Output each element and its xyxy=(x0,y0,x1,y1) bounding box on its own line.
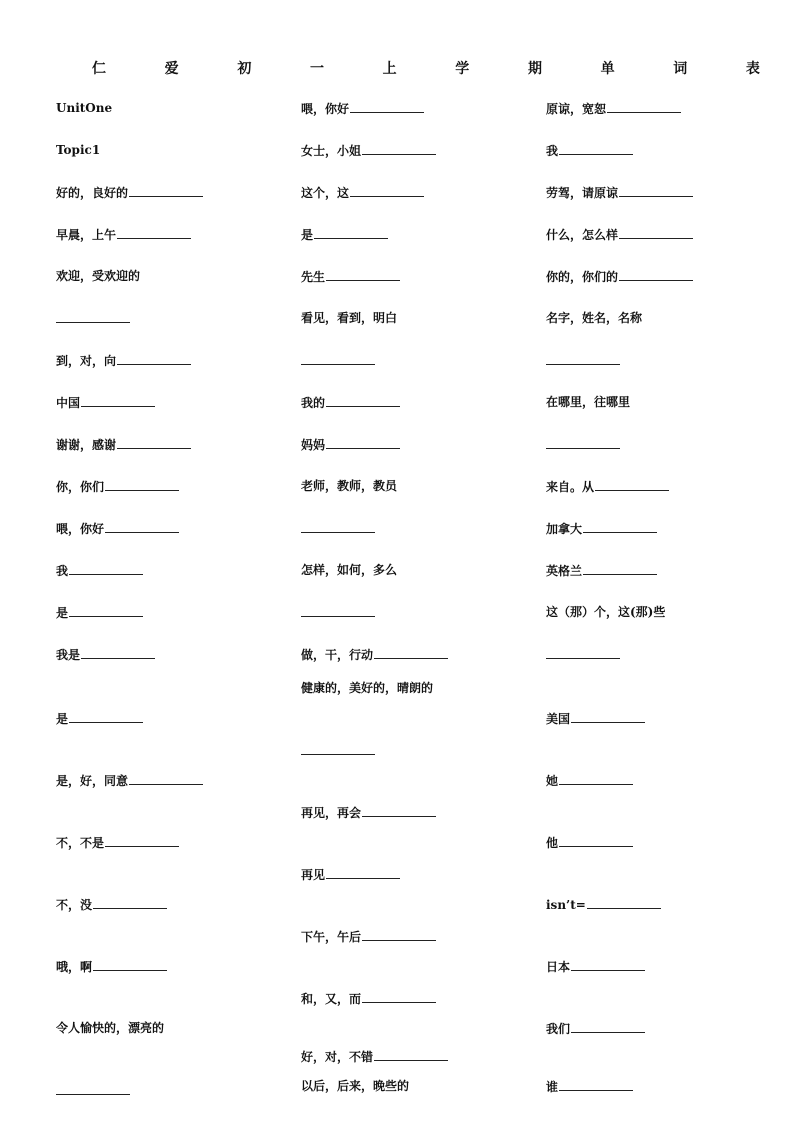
vocab-entry xyxy=(301,226,388,243)
vocab-entry xyxy=(301,562,397,578)
vocab-word: 早晨，上午 xyxy=(56,228,117,242)
vocab-entry xyxy=(546,562,657,579)
title-char: 一 xyxy=(309,61,324,77)
vocab-entry xyxy=(56,310,130,327)
answer-blank xyxy=(546,352,620,365)
vocab-entry xyxy=(546,310,642,326)
vocab-word: 喂，你好 xyxy=(56,522,105,536)
vocab-word: 加拿大 xyxy=(546,522,583,536)
vocab-word: 是 xyxy=(56,606,69,620)
answer-blank xyxy=(69,604,143,617)
answer-blank xyxy=(571,1020,645,1033)
answer-blank xyxy=(350,100,424,113)
answer-blank xyxy=(56,1082,130,1095)
vocab-entry xyxy=(301,680,433,696)
vocab-word: 你，你们 xyxy=(56,480,105,494)
vocab-word: 你的，你们的 xyxy=(546,270,619,284)
vocab-entry xyxy=(546,646,620,663)
vocab-entry xyxy=(546,772,633,789)
answer-blank xyxy=(301,742,375,755)
vocab-entry xyxy=(546,352,620,369)
vocab-entry xyxy=(56,478,179,495)
answer-blank xyxy=(362,142,436,155)
vocab-entry xyxy=(301,394,400,411)
vocab-entry xyxy=(546,436,620,453)
vocab-entry xyxy=(56,100,112,116)
vocab-word: 我是 xyxy=(56,648,81,662)
vocab-entry xyxy=(546,1020,645,1037)
vocab-word: 谁 xyxy=(546,1080,559,1094)
vocab-entry xyxy=(56,520,179,537)
vocab-entry xyxy=(546,268,693,285)
vocab-word: 到，对，向 xyxy=(56,354,117,368)
answer-blank xyxy=(595,478,669,491)
vocab-entry xyxy=(56,562,143,579)
vocab-word: 谢谢，感谢 xyxy=(56,438,117,452)
answer-blank xyxy=(301,352,375,365)
vocab-entry xyxy=(56,646,155,663)
title-char: 学 xyxy=(455,61,470,77)
vocab-word: 日本 xyxy=(546,960,571,974)
answer-blank xyxy=(559,1078,633,1091)
vocab-entry xyxy=(301,604,375,621)
vocab-word: 这个，这 xyxy=(301,186,350,200)
answer-blank xyxy=(69,710,143,723)
vocab-word: 不，没 xyxy=(56,898,93,912)
vocab-entry xyxy=(56,958,167,975)
answer-blank xyxy=(93,958,167,971)
vocab-word: 令人愉快的，漂亮的 xyxy=(56,1021,165,1035)
vocab-word: Topic1 xyxy=(56,143,101,157)
vocab-entry xyxy=(56,1082,130,1099)
vocab-entry xyxy=(56,436,191,453)
vocab-word: 老师，教师，教员 xyxy=(301,479,398,493)
vocab-entry xyxy=(546,478,669,495)
vocab-entry xyxy=(301,100,424,117)
vocab-word: 来自。从 xyxy=(546,480,595,494)
answer-blank xyxy=(326,436,400,449)
answer-blank xyxy=(546,436,620,449)
title-char: 词 xyxy=(673,61,688,77)
vocab-entry xyxy=(301,928,436,945)
vocab-entry xyxy=(546,226,693,243)
vocab-word: 好，对，不错 xyxy=(301,1050,374,1064)
vocab-word: 女士，小姐 xyxy=(301,144,362,158)
vocab-word: 再见，再会 xyxy=(301,806,362,820)
page-title xyxy=(92,58,760,78)
vocab-entry xyxy=(56,142,100,158)
vocab-word: isn’t= xyxy=(546,898,586,912)
vocab-entry xyxy=(56,394,155,411)
vocab-entry xyxy=(301,866,400,883)
answer-blank xyxy=(117,436,191,449)
vocab-entry xyxy=(56,834,179,851)
vocab-entry xyxy=(56,1020,164,1036)
vocab-word: 和，又，而 xyxy=(301,992,362,1006)
vocab-entry xyxy=(301,990,436,1007)
vocab-word: 是 xyxy=(56,712,69,726)
answer-blank xyxy=(105,520,179,533)
vocab-word: UnitOne xyxy=(56,101,113,115)
vocab-entry xyxy=(546,958,645,975)
answer-blank xyxy=(301,520,375,533)
vocab-entry xyxy=(546,520,657,537)
vocab-entry xyxy=(301,310,397,326)
vocab-entry xyxy=(546,896,661,913)
answer-blank xyxy=(117,352,191,365)
vocab-word: 我 xyxy=(546,144,559,158)
vocab-entry xyxy=(546,394,630,410)
answer-blank xyxy=(105,478,179,491)
answer-blank xyxy=(326,866,400,879)
vocab-entry xyxy=(56,352,191,369)
vocab-word: 做，干，行动 xyxy=(301,648,374,662)
title-char: 爱 xyxy=(164,61,179,77)
title-char: 仁 xyxy=(92,61,106,77)
answer-blank xyxy=(93,896,167,909)
vocab-entry xyxy=(546,1078,633,1095)
answer-blank xyxy=(362,928,436,941)
vocab-word: 劳驾，请原谅 xyxy=(546,186,619,200)
answer-blank xyxy=(619,268,693,281)
vocab-entry xyxy=(301,184,424,201)
answer-blank xyxy=(326,394,400,407)
vocab-word: 下午，午后 xyxy=(301,930,362,944)
vocab-entry xyxy=(546,184,693,201)
vocab-word: 美国 xyxy=(546,712,571,726)
vocab-entry xyxy=(301,1048,448,1065)
answer-blank xyxy=(81,646,155,659)
answer-blank xyxy=(314,226,388,239)
answer-blank xyxy=(571,710,645,723)
vocab-entry xyxy=(301,352,375,369)
vocab-word: 在哪里，往哪里 xyxy=(546,395,631,409)
answer-blank xyxy=(56,310,130,323)
answer-blank xyxy=(559,772,633,785)
title-char: 期 xyxy=(527,61,542,77)
vocab-entry xyxy=(546,142,633,159)
vocab-entry xyxy=(301,742,375,759)
title-char: 单 xyxy=(600,61,615,77)
vocab-entry xyxy=(546,710,645,727)
answer-blank xyxy=(587,896,661,909)
vocab-word: 是，好，同意 xyxy=(56,774,129,788)
vocab-word: 健康的，美好的，晴朗的 xyxy=(301,681,434,695)
answer-blank xyxy=(619,184,693,197)
vocab-entry xyxy=(301,646,448,663)
vocab-entry xyxy=(301,478,397,494)
vocab-entry xyxy=(56,710,143,727)
vocab-entry xyxy=(56,604,143,621)
vocab-entry xyxy=(56,268,140,284)
vocab-word: 她 xyxy=(546,774,559,788)
answer-blank xyxy=(117,226,191,239)
answer-blank xyxy=(607,100,681,113)
vocab-word: 怎样，如何，多么 xyxy=(301,563,398,577)
vocab-word: 再见 xyxy=(301,868,326,882)
vocab-word: 是 xyxy=(301,228,314,242)
answer-blank xyxy=(374,646,448,659)
answer-blank xyxy=(362,990,436,1003)
vocab-word: 我们 xyxy=(546,1022,571,1036)
vocab-entry xyxy=(301,520,375,537)
vocab-word: 喂，你好 xyxy=(301,102,350,116)
vocab-word: 中国 xyxy=(56,396,81,410)
vocab-entry xyxy=(301,268,400,285)
vocab-entry xyxy=(301,804,436,821)
answer-blank xyxy=(571,958,645,971)
vocab-entry xyxy=(56,184,203,201)
vocab-entry xyxy=(546,834,633,851)
answer-blank xyxy=(374,1048,448,1061)
vocab-entry xyxy=(56,772,203,789)
vocab-entry xyxy=(56,896,167,913)
answer-blank xyxy=(559,834,633,847)
answer-blank xyxy=(69,562,143,575)
answer-blank xyxy=(129,772,203,785)
vocab-word: 不，不是 xyxy=(56,836,105,850)
answer-blank xyxy=(362,804,436,817)
vocab-entry xyxy=(546,604,665,620)
vocab-word: 妈妈 xyxy=(301,438,326,452)
vocab-entry xyxy=(56,226,191,243)
vocab-entry xyxy=(301,436,400,453)
vocab-word: 欢迎，受欢迎的 xyxy=(56,269,141,283)
vocab-word: 我 xyxy=(56,564,69,578)
vocab-word: 以后，后来，晚些的 xyxy=(301,1079,410,1093)
vocab-word: 原谅，宽恕 xyxy=(546,102,607,116)
title-char: 表 xyxy=(745,61,760,77)
answer-blank xyxy=(559,142,633,155)
answer-blank xyxy=(129,184,203,197)
answer-blank xyxy=(301,604,375,617)
vocab-word: 英格兰 xyxy=(546,564,583,578)
title-char: 初 xyxy=(237,61,252,77)
vocab-word: 什么，怎么样 xyxy=(546,228,619,242)
vocab-word: 哦，啊 xyxy=(56,960,93,974)
vocab-word: 好的，良好的 xyxy=(56,186,129,200)
answer-blank xyxy=(350,184,424,197)
vocab-entry xyxy=(301,142,436,159)
answer-blank xyxy=(105,834,179,847)
answer-blank xyxy=(81,394,155,407)
vocab-word: 这（那）个，这(那)些 xyxy=(546,605,666,619)
vocab-word: 看见，看到，明白 xyxy=(301,311,398,325)
vocab-word: 我的 xyxy=(301,396,326,410)
vocab-entry xyxy=(546,100,681,117)
vocab-word: 先生 xyxy=(301,270,326,284)
vocab-word: 他 xyxy=(546,836,559,850)
answer-blank xyxy=(583,520,657,533)
answer-blank xyxy=(326,268,400,281)
answer-blank xyxy=(583,562,657,575)
answer-blank xyxy=(619,226,693,239)
answer-blank xyxy=(546,646,620,659)
vocab-entry xyxy=(301,1078,409,1094)
vocab-word: 名字，姓名，名称 xyxy=(546,311,643,325)
title-char: 上 xyxy=(382,61,397,77)
